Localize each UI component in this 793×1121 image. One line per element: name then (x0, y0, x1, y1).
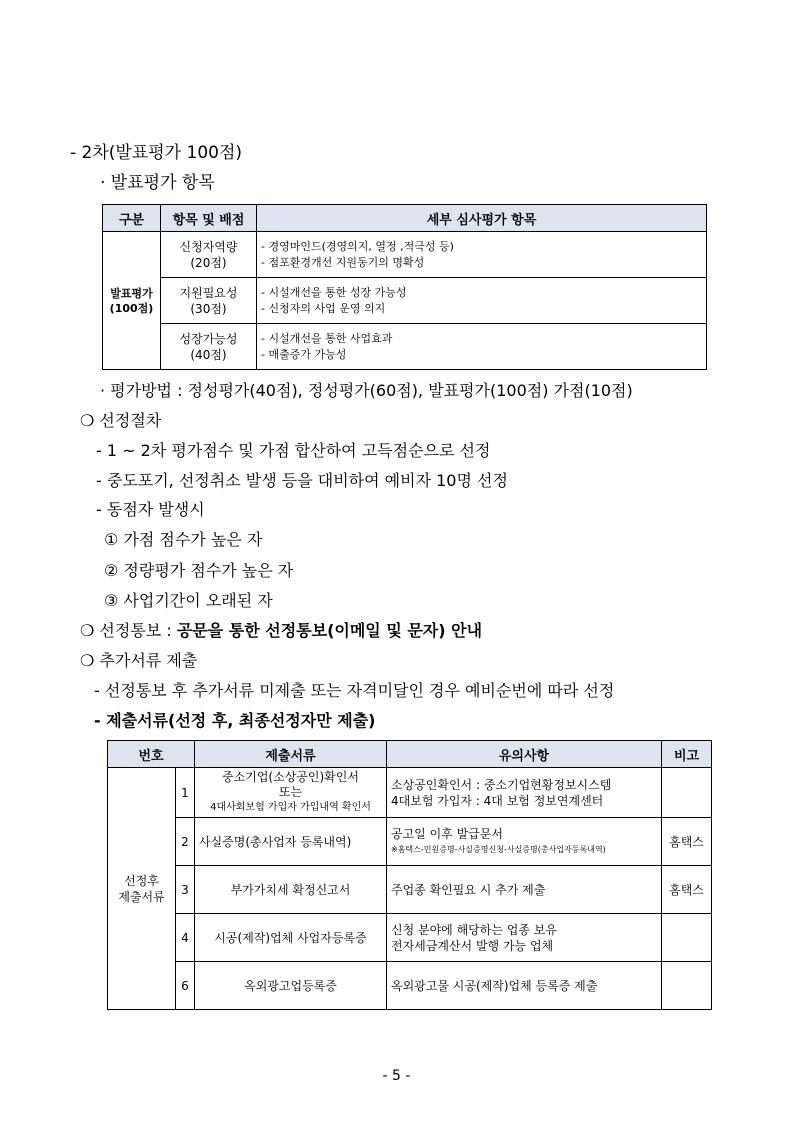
table-header: 유의사항 (387, 741, 662, 768)
item-cell (161, 324, 257, 370)
doc-line: 중소기업(소상공인)확인서 (222, 770, 359, 784)
table-header: 비고 (662, 741, 712, 768)
item-label: 신청자역량 (179, 239, 238, 254)
selection-notice-bold: 공문을 통한 선정통보(이메일 및 문자) 안내 (176, 621, 483, 640)
doc-line: 4대사회보험 가입자 가입내역 확인서 (210, 802, 371, 813)
tiebreak-item: ③ 사업기간이 오래된 자 (104, 591, 273, 610)
group-label: 제출서류 (118, 889, 165, 904)
procedure-line: - 동점자 발생시 (96, 500, 205, 519)
doc-cell: 옥외광고업등록증 (195, 962, 387, 1010)
table-row (103, 324, 707, 370)
table-header: 제출서류 (195, 741, 387, 768)
detail-line: - 시설개선을 통한 사업효과 (261, 331, 393, 345)
table-header: 번호 (108, 741, 195, 768)
group-cell (103, 232, 161, 370)
evaluation-method: · 평가방법 : 정성평가(40점), 정성평가(60점), 발표평가(100점) 가점(10점) (100, 381, 633, 400)
group-score: (100점) (109, 301, 154, 315)
item-cell (161, 278, 257, 324)
row-number: 2 (176, 818, 195, 866)
procedure-line: - 중도포기, 선정취소 발생 등을 대비하여 예비자 10명 선정 (96, 471, 508, 490)
item-label: 성장가능성 (179, 331, 238, 346)
table-row (108, 768, 712, 818)
remark-cell: 홈택스 (662, 866, 712, 914)
item-score: (30점) (190, 301, 227, 316)
note-cell: 주업종 확인필요 시 추가 제출 (387, 866, 662, 914)
detail-cell (257, 324, 707, 370)
remark-cell (662, 768, 712, 818)
item-label: 지원필요성 (179, 285, 238, 300)
detail-line: - 점포환경개선 지원동기의 명확성 (261, 255, 425, 269)
selection-procedure-heading: ❍ 선정절차 (80, 411, 162, 430)
note-cell (387, 818, 662, 866)
note-cell: 옥외광고물 시공(제작)업체 등록증 제출 (387, 962, 662, 1010)
table-row (108, 962, 712, 1010)
item-cell (161, 232, 257, 278)
selection-notice-line (80, 621, 482, 641)
table-header-row (103, 205, 707, 232)
doc-cell: 시공(제작)업체 사업자등록증 (195, 914, 387, 962)
table-row (108, 866, 712, 914)
doc-cell: 부가가치세 확정신고서 (195, 866, 387, 914)
group-label: 선정후 (124, 873, 159, 888)
table-row (108, 818, 712, 866)
evaluation-table (102, 204, 707, 370)
table-row (108, 914, 712, 962)
detail-line: - 경영마인드(경영의지, 열정 ,적극성 등) (261, 239, 454, 253)
doc-cell (195, 768, 387, 818)
detail-line: - 신청자의 사업 운영 의지 (261, 301, 386, 315)
tiebreak-item: ① 가점 점수가 높은 자 (104, 530, 263, 549)
section-heading-2nd: - 2차(발표평가 100점) (70, 143, 243, 163)
sub-heading-items: · 발표평가 항목 (100, 173, 215, 193)
doc-line: 또는 (278, 785, 303, 799)
submission-docs-heading: - 제출서류(선정 후, 최종선정자만 제출) (94, 711, 376, 730)
detail-line: - 시설개선을 통한 성장 가능성 (261, 285, 407, 299)
row-number: 1 (176, 768, 195, 818)
note-cell (387, 768, 662, 818)
additional-docs-line: - 선정통보 후 추가서류 미제출 또는 자격미달인 경우 예비순번에 따라 선정 (94, 681, 615, 700)
note-line: 신청 분야에 해당하는 업종 보유 (391, 922, 557, 937)
table-header: 세부 심사평가 항목 (257, 205, 707, 232)
note-line: 공고일 이후 발급문서 (391, 826, 503, 841)
note-line: 4대보험 가입자 : 4대 보험 정보연계센터 (391, 793, 604, 808)
note-line: 소상공인확인서 : 중소기업현황정보시스템 (391, 777, 612, 792)
remark-cell: 홈택스 (662, 818, 712, 866)
detail-cell (257, 232, 707, 278)
table-row (103, 232, 707, 278)
selection-notice-label: ❍ 선정통보 : (80, 621, 177, 640)
table-header: 구분 (103, 205, 161, 232)
note-line: ※홈택스-민원증명-사실증명신청-사실증명(총사업자등록내역) (391, 844, 606, 854)
row-number: 3 (176, 866, 195, 914)
table-header-row (108, 741, 712, 768)
detail-cell (257, 278, 707, 324)
table-header: 항목 및 배점 (161, 205, 257, 232)
group-label: 발표평가 (110, 286, 153, 300)
remark-cell (662, 962, 712, 1010)
additional-docs-heading: ❍ 추가서류 제출 (80, 651, 198, 670)
remark-cell (662, 914, 712, 962)
group-cell (108, 768, 176, 1010)
note-line: 전자세금계산서 발행 가능 업체 (391, 938, 554, 953)
row-number: 6 (176, 962, 195, 1010)
row-number: 4 (176, 914, 195, 962)
submission-table (107, 740, 712, 1010)
detail-line: - 매출증가 가능성 (261, 347, 347, 361)
tiebreak-item: ② 정량평가 점수가 높은 자 (104, 561, 294, 580)
item-score: (20점) (190, 255, 227, 270)
note-cell (387, 914, 662, 962)
table-row (103, 278, 707, 324)
doc-cell: 사실증명(총사업자 등록내역) (195, 818, 387, 866)
procedure-line: - 1 ~ 2차 평가점수 및 가점 합산하여 고득점순으로 선정 (96, 441, 491, 460)
page-number: - 5 - (382, 1068, 411, 1084)
item-score: (40점) (190, 347, 227, 362)
